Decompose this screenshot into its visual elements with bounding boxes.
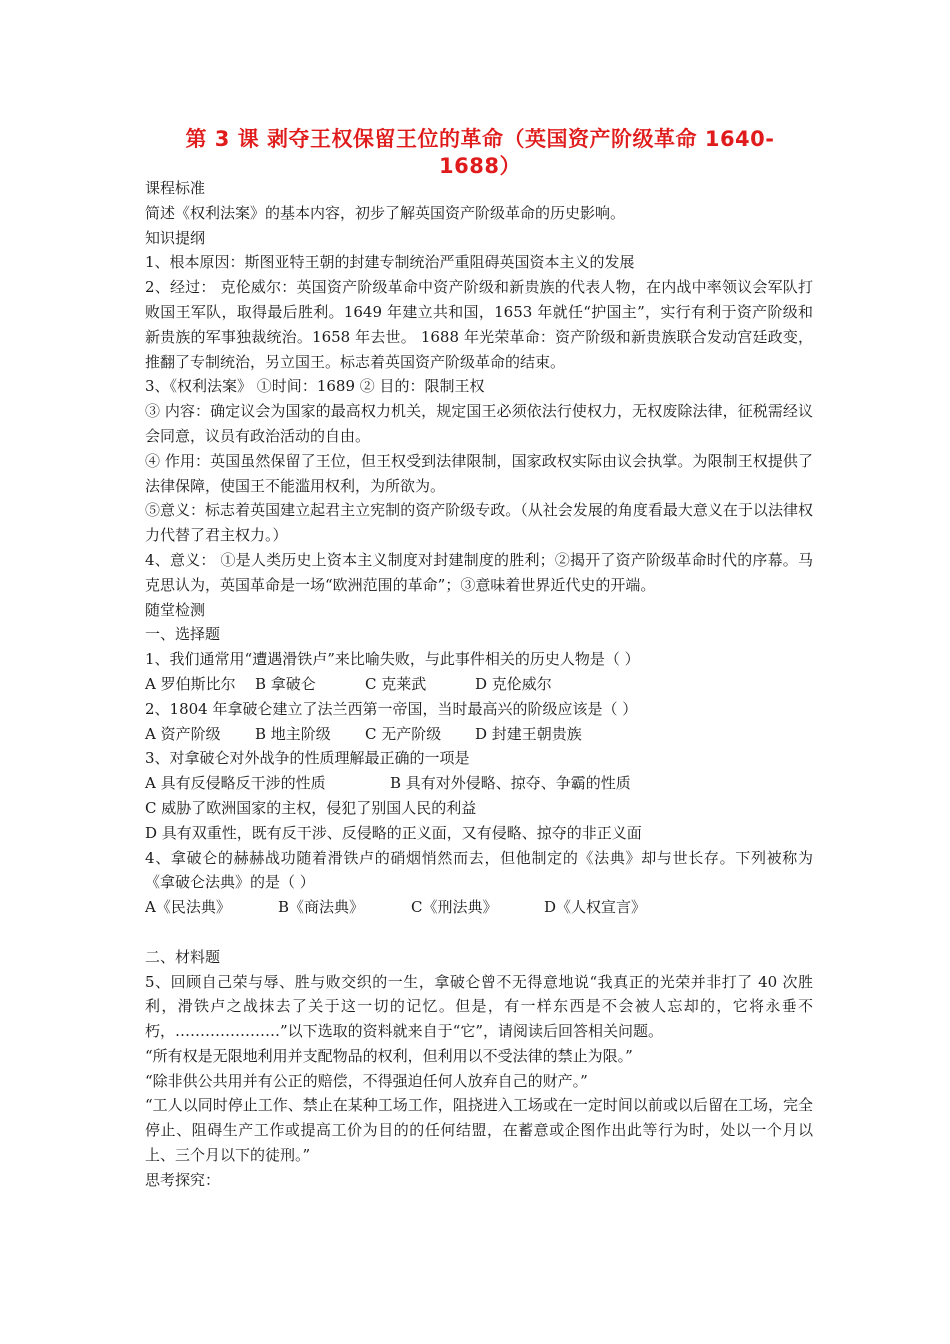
option-d: D 封建王朝贵族	[475, 724, 582, 743]
heading-think: 思考探究：	[145, 1170, 221, 1189]
option-c: C 无产阶级	[365, 724, 442, 743]
paragraph-bill-of-rights: 3、《权利法案》 ①时间：1689 ② 目的：限制王权	[145, 377, 485, 396]
question-1: 1、我们通常用“遭遇滑铁卢”来比喻失败，与此事件相关的历史人物是（ ）	[145, 650, 640, 669]
option-b: B 具有对外侵略、掠夺、争霸的性质	[390, 774, 631, 793]
option-c: C《刑法典》	[411, 898, 498, 917]
paragraph-effect: ④ 作用：英国虽然保留了王位，但王权受到法律限制，国家政权实际由议会执掌。为限制王权提供了法律保障，使国王不能滥用权利，为所欲为。	[145, 451, 813, 495]
paragraph-standard: 简述《权利法案》的基本内容，初步了解英国资产阶级革命的历史影响。	[145, 203, 626, 222]
option-a: A《民法典》	[145, 898, 231, 917]
blank-line	[145, 920, 813, 945]
title-line-2: 1688）	[439, 154, 521, 178]
heading-choice: 一、选择题	[145, 625, 221, 644]
question-1-options	[145, 672, 813, 697]
option-c: C 克莱武	[365, 674, 427, 693]
option-a: A 资产阶级	[145, 724, 221, 743]
paragraph-meaning: ⑤意义：标志着英国建立起君主立宪制的资产阶级专政。（从社会发展的角度看最大意义在于以法律权力代替了君主权力。）	[145, 501, 813, 545]
heading-course-standard: 课程标准	[145, 179, 206, 197]
option-d: D 具有双重性，既有反干涉、反侵略的正义面，又有侵略、掠夺的非正义面	[145, 823, 642, 842]
paragraph-content: ③ 内容：确定议会为国家的最高权力机关，规定国王必须依法行使权力，无权废除法律，征税需经议会同意，议员有政治活动的自由。	[145, 402, 813, 445]
quote-2: “除非供公共用并有公正的赔偿，不得强迫任何人放弃自己的财产。”	[145, 1071, 588, 1090]
quote-1: “所有权是无限地利用并支配物品的权利，但利用以不受法律的禁止为限。”	[145, 1046, 633, 1065]
question-3: 3、对拿破仑对外战争的性质理解最正确的一项是	[145, 749, 470, 768]
heading-quiz: 随堂检测	[145, 600, 206, 619]
paragraph-process: 2、经过： 克伦威尔：英国资产阶级革命中资产阶级和新贵族的代表人物，在内战中率领议会军队打败国王军队，取得最后胜利。1649 年建立共和国，1653 年就任“护国主”，实行有利于资产阶级和新贵族的军事独裁统治。1658 年去世。 1688 年光荣革命：资产阶级和新贵族联合发动宫廷政变，推翻了专制统治，另立国王。标志着英国资产阶级革命的结束。	[145, 278, 813, 371]
option-d: D《人权宣言》	[544, 898, 647, 917]
option-b: B 地主阶级	[255, 724, 331, 743]
question-2: 2、1804 年拿破仑建立了法兰西第一帝国，当时最高兴的阶级应该是（ ）	[145, 699, 638, 718]
question-4: 4、拿破仑的赫赫战功随着滑铁卢的硝烟悄然而去，但他制定的《法典》却与世长存。下列被称为《拿破仑法典》的是（ ）	[145, 848, 813, 892]
paragraph-significance: 4、意义： ①是人类历史上资本主义制度对封建制度的胜利；②揭开了资产阶级革命时代的序幕。马克思认为，英国革命是一场“欧洲范围的革命”；③意味着世界近代史的开端。	[145, 550, 813, 594]
heading-outline: 知识提纲	[145, 228, 206, 247]
question-4-options	[145, 895, 813, 920]
option-b: B 拿破仑	[255, 674, 316, 693]
option-a: A 罗伯斯比尔	[145, 674, 236, 693]
title-line-1: 第 3 课 剥夺王权保留王位的革命（英国资产阶级革命 1640-	[185, 127, 775, 151]
heading-material: 二、材料题	[145, 947, 221, 966]
document-title	[150, 126, 810, 180]
option-b: B《商法典》	[278, 898, 365, 917]
option-a: A 具有反侵略反干涉的性质	[145, 774, 326, 793]
question-3-options-ab	[145, 771, 813, 796]
document-body	[145, 176, 813, 1193]
question-5: 5、回顾自己荣与辱、胜与败交织的一生，拿破仑曾不无得意地说“我真正的光荣并非打了 40 次胜利，滑铁卢之战抹去了关于这一切的记忆。但是，有一样东西是不会被人忘却的，它将永垂不朽，…………………”以下选取的资料就来自于“它”，请阅读后回答相关问题。	[145, 972, 813, 1041]
option-d: D 克伦威尔	[475, 674, 552, 693]
paragraph-cause: 1、根本原因：斯图亚特王朝的封建专制统治严重阻碍英国资本主义的发展	[145, 253, 635, 272]
option-c: C 威胁了欧洲国家的主权，侵犯了别国人民的利益	[145, 798, 477, 817]
quote-3: “工人以同时停止工作、禁止在某种工场工作，阻挠进入工场或在一定时间以前或以后留在工场，完全停止、阻碍生产工作或提高工价为目的的任何结盟，在蓄意或企图作出此等行为时，处以一个月以上、三个月以下的徒刑。”	[145, 1096, 813, 1165]
question-2-options	[145, 722, 813, 747]
